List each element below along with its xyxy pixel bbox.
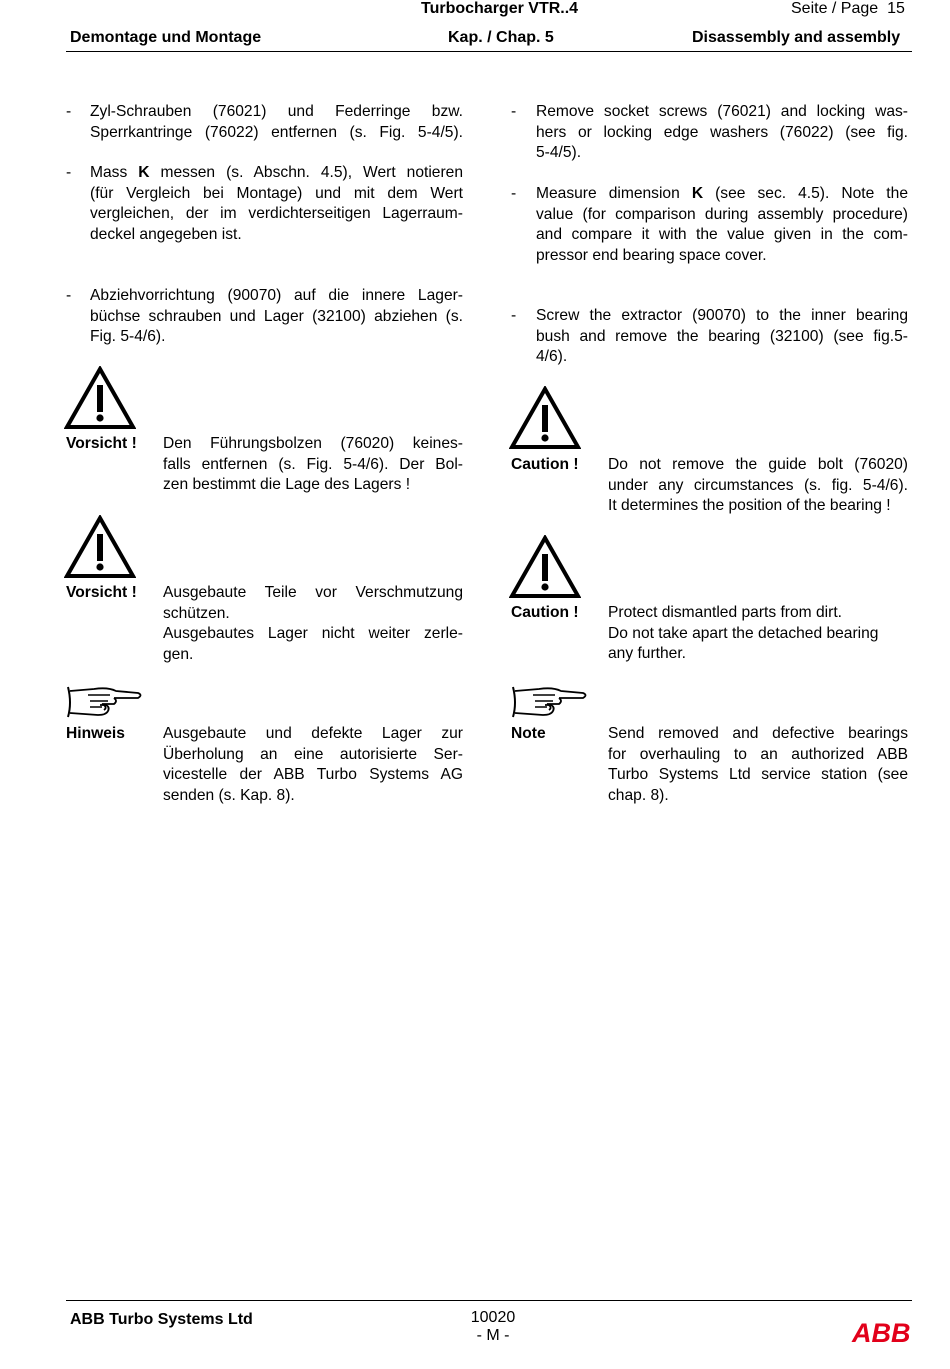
bullet-dash: - [66,287,72,304]
text-line: Fig. 5-4/6). [90,328,166,345]
right-item-2 [536,184,908,266]
warning-triangle-icon [64,366,136,430]
text-line: value (for comparison during assembly procedure) [536,205,908,223]
text-line: Protect dismantled parts from dirt. [608,604,842,621]
text-line [536,184,908,205]
text-line: hers or locking edge washers (76022) (see fig. [536,123,908,141]
caution-text [163,434,463,496]
text-line: and compare it with the value given in the com- [536,226,908,243]
text-line [90,163,463,184]
bullet-dash: - [66,164,72,181]
caution-label: Vorsicht ! [66,435,137,452]
text-line: chap. 8). [608,786,669,804]
bullet-dash: - [511,185,517,202]
text-fragment: Mass [90,164,139,181]
left-item-3 [90,286,463,348]
right-item-3 [536,306,908,368]
text-line: Do not take apart the detached bearing [608,624,879,642]
caution-label: Vorsicht ! [66,584,137,601]
text-line: under any circumstances (s. fig. 5-4/6). [608,476,908,494]
footer-doc-number: 10020 [470,1309,516,1326]
text-line: Abziehvorrichtung (90070) auf die innere Lager- [90,287,463,304]
text-line: any further. [608,645,687,662]
left-item-2 [90,163,463,245]
header-chapter: Kap. / Chap. 5 [448,29,554,46]
text-line: zen bestimmt die Lage des Lagers ! [163,476,411,493]
note-text [163,724,463,806]
caution-text [608,603,908,665]
text-line: Zyl-Schrauben (76021) und Federringe bzw. [90,103,463,120]
abb-logo: ABB [852,1318,911,1348]
text-line: vicestelle der ABB Turbo Systems AG [163,766,463,783]
footer-revision: - M - [476,1327,510,1344]
header-rule [66,51,912,52]
caution-text [608,455,908,517]
text-line: büchse schrauben und Lager (32100) abziehen (s. [90,307,463,325]
text-line: Remove socket screws (76021) and locking was- [536,103,908,120]
text-line: Turbo Systems Ltd service station (see [608,766,908,783]
text-line: 4/6). [536,348,568,365]
text-line: (für Vergleich bei Montage) und mit dem Wert [90,184,463,202]
left-item-1 [90,102,463,143]
note-label: Note [511,725,546,742]
text-line: for overhauling to an authorized ABB [608,745,908,763]
text-line: bush and remove the bearing (32100) (see fig.5- [536,327,908,345]
caution-label: Caution ! [511,456,579,473]
header-product: Turbocharger VTR..4 [421,0,579,17]
warning-triangle-icon [509,386,581,450]
text-line: Den Führungsbolzen (76020) keines- [163,435,463,452]
text-line: Do not remove the guide bolt (76020) [608,456,908,473]
text-fragment: Measure dimension [536,185,692,202]
text-line: Screw the extractor (90070) to the inner bearing [536,307,908,324]
dimension-k: K [138,164,150,181]
text-fragment: messen (s. Abschn. 4.5), Wert notieren [149,164,464,181]
footer-company: ABB Turbo Systems Ltd [70,1311,253,1328]
text-line: deckel angegeben ist. [90,225,242,243]
text-line: gen. [163,645,194,663]
text-line: Ausgebaute Teile vor Verschmutzung [163,584,463,601]
warning-triangle-icon [64,515,136,579]
text-line: It determines the position of the bearing ! [608,497,891,514]
pointing-hand-icon [509,683,589,721]
header-section-en: Disassembly and assembly [692,29,901,46]
text-line: Ausgebautes Lager nicht weiter zerle- [163,625,463,642]
text-line: falls entfernen (s. Fig. 5-4/6). Der Bol- [163,455,463,473]
caution-label: Caution ! [511,604,579,621]
text-line: Überholung an eine autorisierte Ser- [163,745,463,763]
footer-rule [66,1300,912,1301]
text-fragment: (see sec. 4.5). Note the [703,185,908,202]
bullet-dash: - [511,103,517,120]
pointing-hand-icon [64,683,144,721]
caution-text [163,583,463,665]
bullet-dash: - [511,307,517,324]
bullet-dash: - [66,103,72,120]
header-section-de: Demontage und Montage [70,29,262,46]
header-page: Seite / Page 15 [791,0,905,17]
text-line: Sperrkantringe (76022) entfernen (s. Fig. 5-4/5). [90,123,463,141]
dimension-k: K [691,185,704,202]
text-line: Send removed and defective bearings [608,725,908,742]
right-item-1 [536,102,908,164]
note-label: Hinweis [66,725,125,742]
text-line: pressor end bearing space cover. [536,246,767,264]
text-line: Ausgebaute und defekte Lager zur [163,725,463,742]
text-line: 5-4/5). [536,144,582,161]
text-line: senden (s. Kap. 8). [163,786,295,804]
note-text [608,724,908,806]
text-line: schützen. [163,604,230,622]
warning-triangle-icon [509,535,581,599]
text-line: vergleichen, der im verdichterseitigen Lagerraum- [90,205,463,222]
